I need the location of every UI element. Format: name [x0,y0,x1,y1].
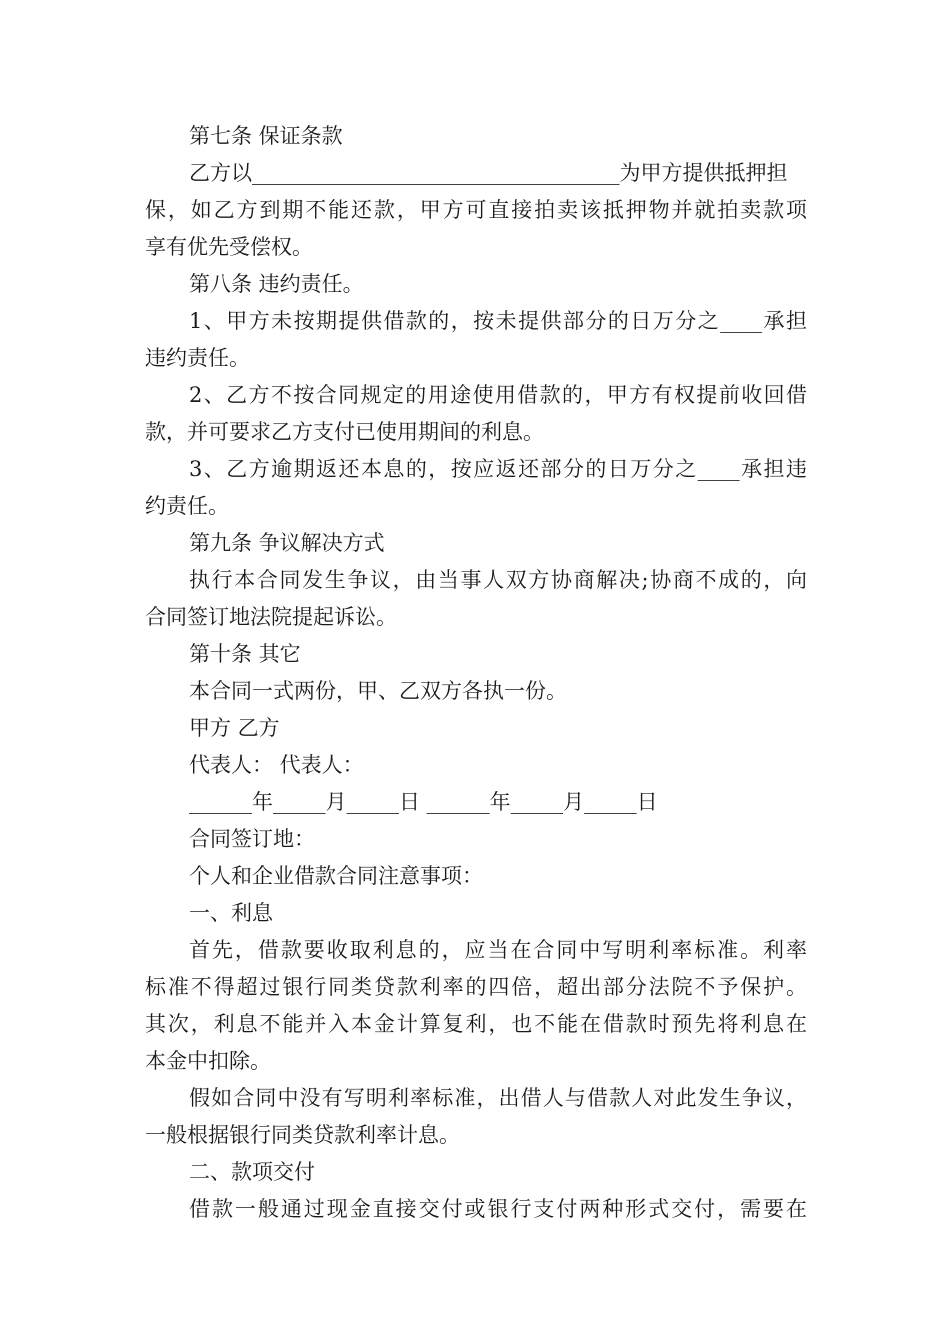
text-line: 首先，借款要收取利息的，应当在合同中写明利率标准。利率 [189,938,807,962]
text-line: 一、利息 [189,901,273,925]
text-line: 3、乙方逾期返还本息的，按应返还部分的日万分之____承担违 [189,457,807,481]
text-line: 2、乙方不按合同规定的用途使用借款的，甲方有权提前收回借 [189,383,807,407]
document-page [145,118,807,1228]
text-line: 执行本合同发生争议，由当事人双方协商解决;协商不成的，向 [189,568,807,592]
text-line: 标准不得超过银行同类贷款利率的四倍，超出部分法院不予保护。 [145,975,807,999]
text-line: 乙方以___________________________________为甲方提供抵押担 [189,161,788,185]
text-line: 借款一般通过现金直接交付或银行支付两种形式交付，需要在 [189,1197,807,1221]
text-line: 其次，利息不能并入本金计算复利，也不能在借款时预先将利息在 [145,1012,807,1036]
text-line: 约责任。 [145,494,229,518]
text-line: 本合同一式两份，甲、乙双方各执一份。 [189,679,567,703]
text-line: 代表人： 代表人： [189,753,364,777]
text-line: 二、款项交付 [189,1160,315,1184]
text-line: 违约责任。 [145,346,250,370]
text-line: 合同签订地： [189,827,315,851]
text-line: 第八条 违约责任。 [189,272,364,296]
text-line: 假如合同中没有写明利率标准，出借人与借款人对此发生争议， [189,1086,807,1110]
text-line: 个人和企业借款合同注意事项： [189,864,483,888]
text-line: ______年_____月_____日 ______年_____月_____日 [189,790,658,814]
text-line: 甲方 乙方 [189,716,280,740]
text-line: 保，如乙方到期不能还款，甲方可直接拍卖该抵押物并就拍卖款项 [145,198,807,222]
text-line: 第七条 保证条款 [189,124,343,148]
text-line: 合同签订地法院提起诉讼。 [145,605,397,629]
text-line: 第十条 其它 [189,642,301,666]
text-line: 本金中扣除。 [145,1049,271,1073]
text-line: 享有优先受偿权。 [145,235,313,259]
text-line: 款，并可要求乙方支付已使用期间的利息。 [145,420,544,444]
text-line: 第九条 争议解决方式 [189,531,385,555]
text-line: 一般根据银行同类贷款利率计息。 [145,1123,460,1147]
text-line: 1、甲方未按期提供借款的，按未提供部分的日万分之____承担 [189,309,807,333]
